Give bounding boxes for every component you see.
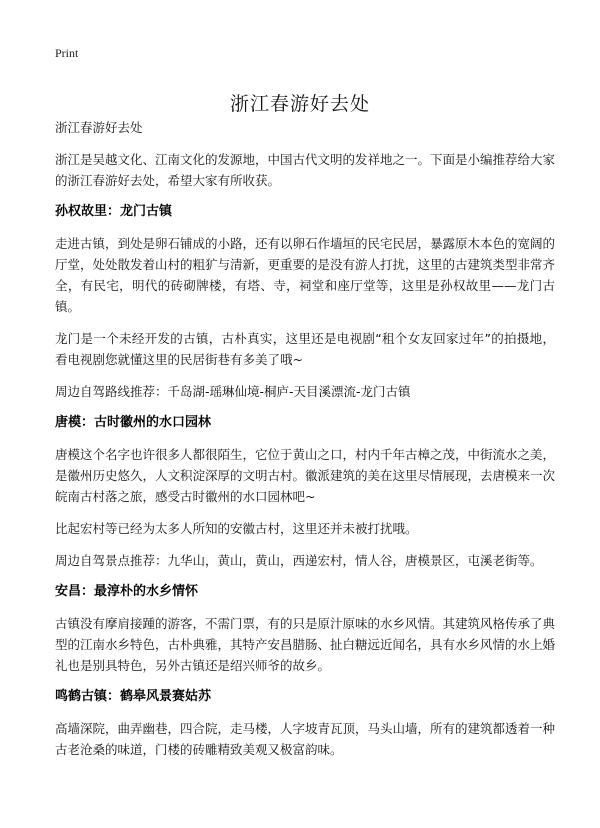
page-title: 浙江春游好去处 xyxy=(229,92,370,115)
paragraph-anchang-1: 古镇没有摩肩接踵的游客，不需门票，有的只是原汁原味的水乡风情。其建筑风格传承了典型的江南水乡特色，古朴典雅，其特产安昌腊肠、扯白糖远近闻名，具有水乡风情的水上婚礼也是别具特色，另外古镇还是绍兴师爷的故乡。 xyxy=(55,616,556,673)
intro-paragraph: 浙江是吴越文化、江南文化的发源地，中国古代文明的发祥地之一。下面是小编推荐给大家的浙江春游好去处，希望大家有所收获。 xyxy=(55,152,556,188)
paragraph-tangmo-1: 唐模这个名字也许很多人都很陌生，它位于黄山之口，村内千年古樟之茂，中街流水之美，是徽州历史悠久，人文积淀深厚的文明古村。徽派建筑的美在这里尽情展现，去唐模来一次皖南古村落之旅，感受古时徽州的水口园林吧~ xyxy=(55,447,556,504)
paragraph-tangmo-spots: 周边自驾景点推荐：九华山，黄山，黄山，西递宏村，情人谷，唐模景区，屯溪老街等。 xyxy=(55,553,543,568)
section-heading-longmen: 孙权故里：龙门古镇 xyxy=(55,204,173,219)
section-heading-tangmo: 唐模：古时徽州的水口园林 xyxy=(55,415,212,430)
paragraph-minghe-1: 高墙深院，曲弄幽巷，四合院，走马楼，人字坡青瓦顶，马头山墙，所有的建筑都透着一种古老沧桑的味道，门楼的砖雕精致美观又极富韵味。 xyxy=(55,721,556,757)
article-subtitle: 浙江春游好去处 xyxy=(55,120,143,135)
paragraph-longmen-route: 周边自驾路线推荐：千岛湖-瑶琳仙境-桐庐-天目溪漂流-龙门古镇 xyxy=(55,384,411,399)
article-body xyxy=(55,118,555,771)
print-link[interactable]: Print xyxy=(55,46,79,60)
paragraph-tangmo-2: 比起宏村等已经为太多人所知的安徽古村，这里还并未被打扰哦。 xyxy=(55,521,418,536)
section-heading-minghe: 鸣鹤古镇：鹤皋风景赛姑苏 xyxy=(55,689,212,704)
section-heading-anchang: 安昌：最淳朴的水乡情怀 xyxy=(55,584,199,599)
paragraph-longmen-1: 走进古镇，到处是卵石铺成的小路，还有以卵石作墙垣的民宅民居，暴露原木本色的宽阔的厅堂，处处散发着山村的粗犷与清新，更重要的是没有游人打扰，这里的古建筑类型非常齐全，有民宅，明代的砖砌牌楼，有塔、寺，祠堂和座厅堂等，这里是孙权故里——龙门古镇。 xyxy=(55,236,556,314)
paragraph-longmen-2: 龙门是一个未经开发的古镇，古朴真实，这里还是电视剧“租个女友回家过年”的拍摄地，看电视剧您就懂这里的民居街巷有多美了哦~ xyxy=(55,331,555,367)
